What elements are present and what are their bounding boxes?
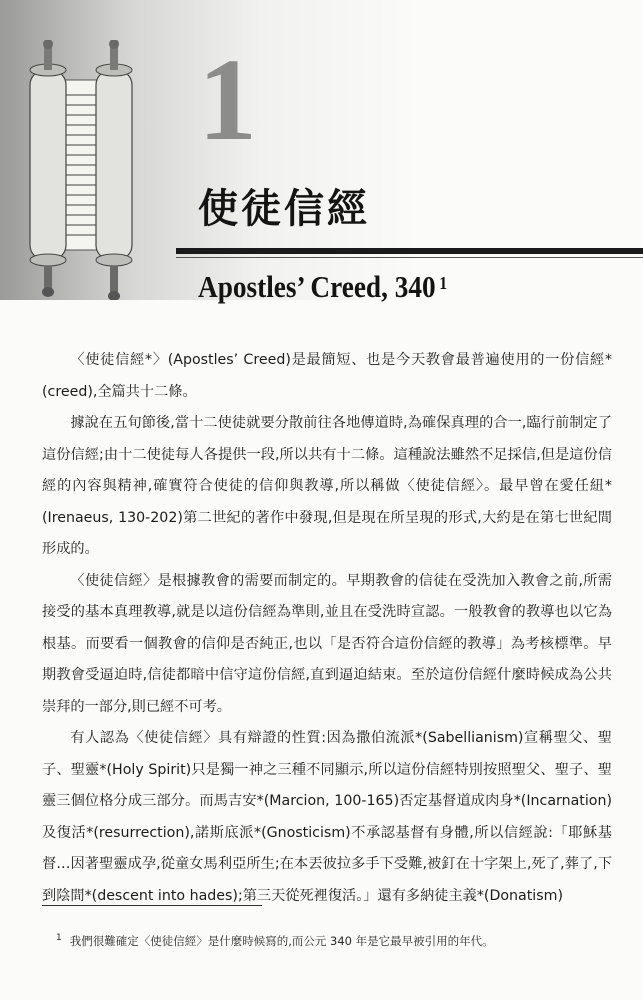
paragraph: 有人認為〈使徒信經〉具有辯證的性質:因為撒伯流派*(Sabellianism)宣稱聖父、聖子、聖靈*(Holy Spirit)只是獨一神之三種不同顯示,所以這份信經特別按照聖父、聖子、聖靈三個位格分成三部分。而馬吉安*(Marcion, 100-165)否定基督道成肉身*(Incarnation)及復活*(resurrection),諾斯底派*(Gnosticism)不承認基督有身體,所以信經說:「耶穌基督…因著聖靈成孕,從童女馬利亞所生;在本丟彼拉多手下受難,被釘在十字架上,死了,葬了,下到陰間*(descent into hades);第三天從死裡復活。」還有多納徒主義*(Donatism): [42, 730, 612, 904]
title-divider: [176, 248, 643, 254]
chapter-title-chinese: 使徒信經: [198, 186, 370, 232]
footnote-text: 我們很難確定〈使徒信經〉是什麼時候寫的,而公元 340 年是它最早被引用的年代。: [69, 933, 494, 948]
paragraph: 〈使徒信經〉是根據教會的需要而制定的。早期教會的信徒在受洗加入教會之前,所需接受的基本真理教導,就是以這份信經為準則,並且在受洗時宣認。一般教會的教導也以它為根基。而要看一個教會的信仰是否純正,也以「是否符合這份信經的教導」為考核標準。早期教會受逼迫時,信徒都暗中信守這份信經,直到逼迫結束。至於這份信經什麼時候成為公共崇拜的一部分,則已經不可考。: [42, 572, 612, 715]
title-divider-thin: [176, 257, 643, 258]
scroll-icon: [0, 40, 170, 300]
chapter-title-english-text: Apostles’ Creed, 340: [198, 269, 436, 304]
chapter-title-english: [198, 262, 488, 312]
footnote-reference[interactable]: 1: [439, 273, 448, 293]
footnote-mark: 1: [56, 933, 62, 943]
chapter-number: 1: [198, 34, 257, 165]
body-text: [42, 345, 612, 912]
footnote-divider: [42, 905, 262, 906]
footnote: [56, 928, 596, 951]
paragraph: 據說在五旬節後,當十二使徒就要分散前往各地傳道時,為確保真理的合一,臨行前制定了這份信經;由十二使徒每人各提供一段,所以共有十二條。這種說法雖然不足採信,但是這份信經的內容與精神,確實符合使徒的信仰與教導,所以稱做〈使徒信經〉。最早曾在愛任紐*(Irenaeus, 130-202)第二世紀的著作中發現,但是現在所呈現的形式,大約是在第七世紀間形成的。: [42, 415, 612, 557]
paragraph: 〈使徒信經*〉(Apostles’ Creed)是最簡短、也是今天教會最普遍使用的一份信經*(creed),全篇共十二條。: [42, 352, 612, 400]
